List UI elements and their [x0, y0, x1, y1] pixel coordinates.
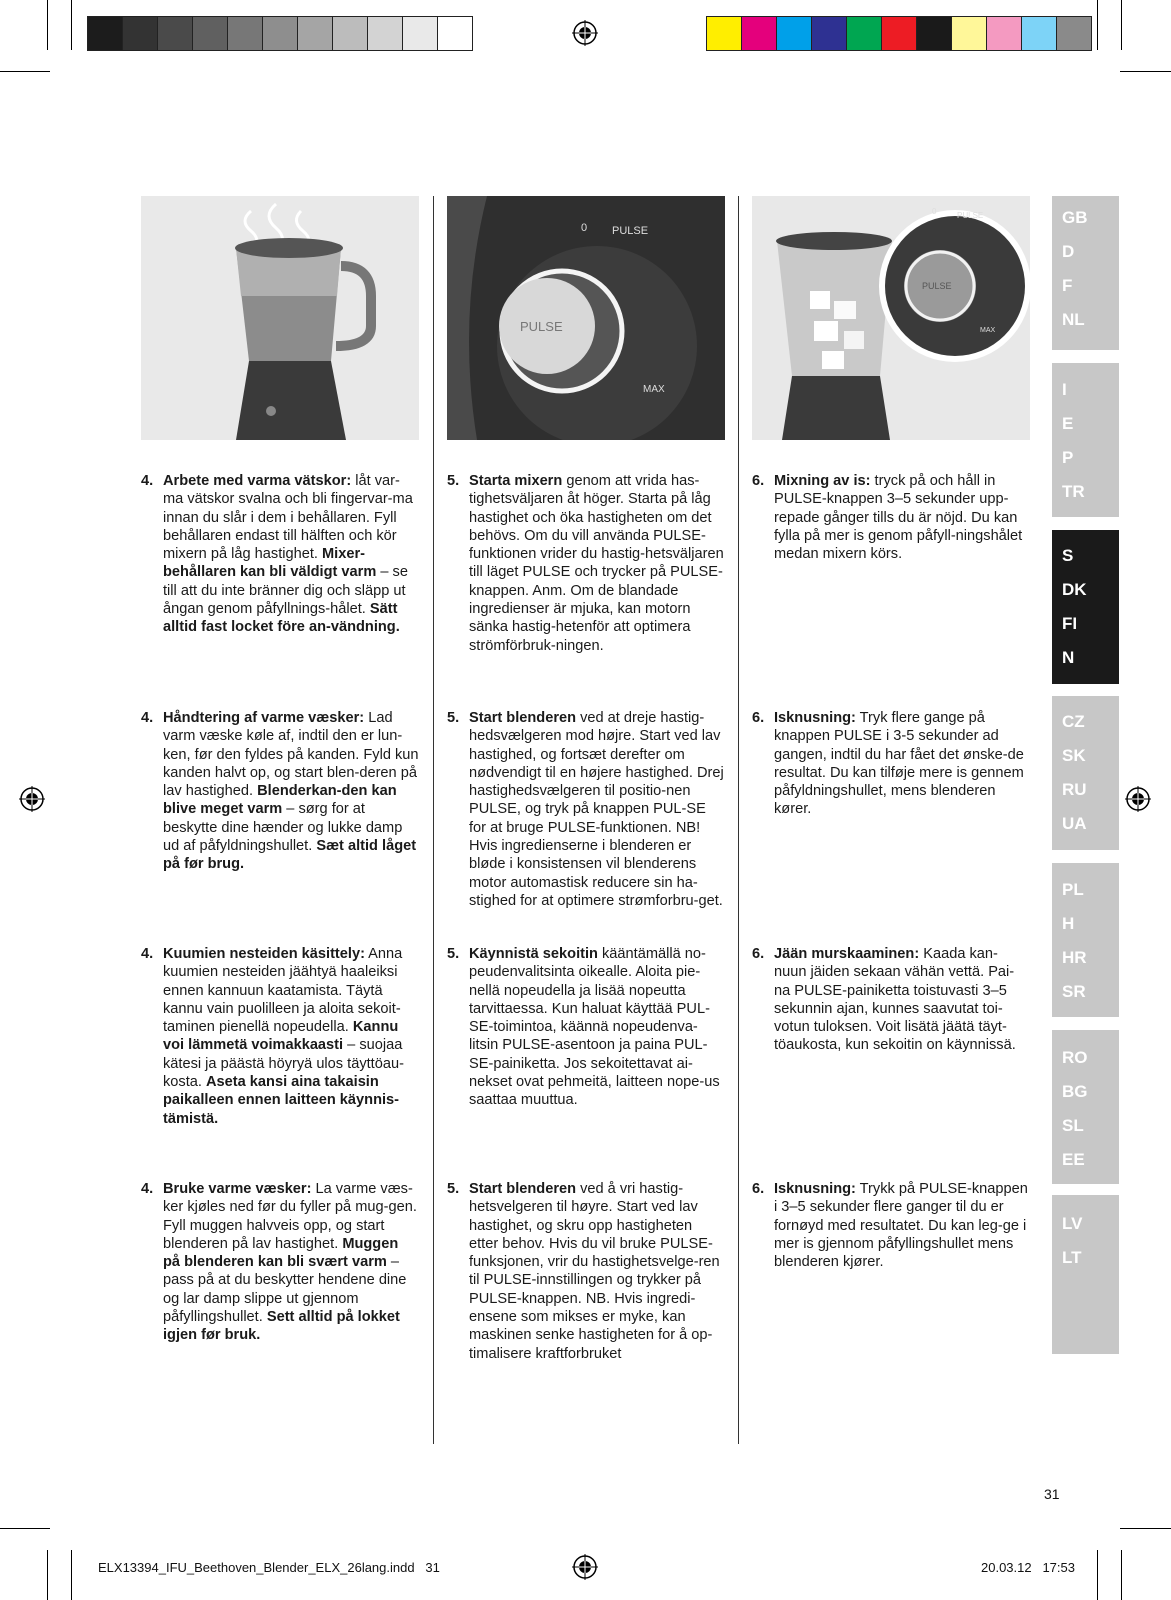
knob-pulse-label: PULSE — [612, 225, 649, 237]
knob-max-label: MAX — [980, 327, 996, 334]
step-warning: Sätt alltid fast locket före an-vändning. — [163, 601, 400, 636]
step-text: genom att vrida has-tighetsväljaren åt höger. Starta på låg hastighet och öka hastigheten om det behövs. Om du vill använda PULSE-funktionen vrider du hastig-hetsväljaren till läget PULSE och trycker på PULSE-knappen. Anm. Om de blandade ingredienser är mjuka, kan motorn sänka hastig-hetenför att optimera strömförbruk-ningen. — [469, 473, 724, 654]
step-text: – se till att du inte bränner dig och släpp ut ångan genom påfyllnings-hålet. — [163, 564, 408, 618]
color-swatch — [952, 17, 987, 50]
color-swatch — [88, 17, 123, 50]
step-number: 4. — [141, 710, 154, 726]
step-number: 6. — [752, 946, 765, 962]
color-swatch — [1022, 17, 1057, 50]
language-code: CZ — [1062, 712, 1085, 731]
crop-mark — [47, 0, 48, 50]
language-code: D — [1062, 242, 1075, 261]
step-heading: Start blenderen — [469, 710, 577, 726]
color-swatch — [403, 17, 438, 50]
color-swatch — [298, 17, 333, 50]
color-swatch — [987, 17, 1022, 50]
step-text: – pass på at du beskytter hendene dine og lar damp slippe ut gjennom påfyllingshullet. — [163, 1254, 407, 1326]
language-code: E — [1062, 414, 1074, 433]
color-swatch — [777, 17, 812, 50]
pulse-button-label: PULSE — [922, 281, 952, 291]
footer-filename: ELX13394_IFU_Beethoven_Blender_ELX_26lang.indd 31 — [98, 1560, 440, 1575]
crop-mark — [1120, 1528, 1171, 1529]
step-warning: Sæt altid låget på før brug. — [163, 838, 417, 873]
step-text: Trykk på PULSE-knappen i 3–5 sekunder flere ganger til du er fornøyd med resultatet. Du kan leg-ge i mer is gjennom påfyllingshullet mens blenderen kjører. — [774, 1181, 1028, 1271]
color-swatch — [333, 17, 368, 50]
language-code: FI — [1062, 614, 1078, 633]
crop-mark — [0, 1528, 50, 1529]
gray-calibration-bar — [87, 16, 473, 51]
step-number: 5. — [447, 1181, 460, 1197]
crop-mark — [71, 1550, 72, 1600]
step-warning: Sett alltid på lokket igjen før bruk. — [163, 1309, 400, 1344]
step-text: Lad varm væske køle af, indtil den er lun-ken, før den fyldes på kanden. Fyld kun kanden halvt op, og start blen-deren på lav hastighed. — [163, 710, 419, 800]
blender-hot-liquid-photo — [141, 196, 419, 440]
crop-mark — [1121, 0, 1122, 50]
language-tab-group-7[interactable] — [1052, 1195, 1119, 1354]
step-heading: Jään murskaaminen: — [774, 946, 920, 962]
step-text: kääntämällä no-peudenvalitsinta oikealle. Aloita pie-nellä nopeudella ja lisää nopeutta tarvittaessa. Kun haluat käyttää PUL-SE-toimintoa, käännä nopeudenva-litsin PULSE-asentoon ja paina PUL-SE-painiketta. Jos sekoitettavat ai-nekset ovat pehmeitä, laitteen nope-us saattaa muuttua. — [469, 946, 720, 1109]
step-heading: Isknusning: — [774, 710, 856, 726]
da-step-6 — [752, 709, 1030, 819]
step-warning: Muggen på blenderen kan bli svært varm — [163, 1235, 399, 1271]
knob-zero-label: 0 — [932, 207, 937, 216]
step-heading: Bruke varme væsker: — [163, 1181, 312, 1197]
column-divider — [738, 196, 739, 1444]
language-code: PL — [1062, 880, 1084, 899]
step-text: Anna kuumien nesteiden jäähtyä haaleiksi ennen kannuun kaatamista. Täytä kannu vain puolilleen ja aloita sekoit-taminen pienellä nopeudella. — [163, 946, 403, 1036]
fi-step-4 — [141, 945, 419, 1128]
da-step-5 — [447, 709, 725, 910]
language-code: RO — [1062, 1048, 1088, 1067]
color-swatch — [882, 17, 917, 50]
crop-mark — [1120, 71, 1171, 72]
color-swatch — [438, 17, 472, 50]
sv-step-4 — [141, 472, 419, 637]
knob-pulse-label: PULSE — [957, 211, 984, 220]
language-tab-group-2[interactable] — [1052, 363, 1119, 517]
language-code: NL — [1062, 310, 1085, 329]
page-number: 31 — [1044, 1486, 1060, 1502]
color-swatch — [1057, 17, 1091, 50]
crop-mark — [1121, 1550, 1122, 1600]
step-text: – suojaa kätesi ja päästä höyryä ulos täyttöau-kosta. — [163, 1037, 404, 1091]
registration-mark-icon — [572, 1554, 598, 1580]
language-code: HR — [1062, 948, 1087, 967]
registration-mark-icon — [19, 786, 45, 812]
language-code: SK — [1062, 746, 1086, 765]
color-swatch — [368, 17, 403, 50]
crop-mark — [1097, 0, 1098, 50]
color-swatch — [123, 17, 158, 50]
color-swatch — [917, 17, 952, 50]
speed-knob-photo — [447, 196, 725, 440]
step-number: 4. — [141, 473, 154, 489]
crop-mark — [1097, 1550, 1098, 1600]
no-step-6 — [752, 1180, 1030, 1271]
step-text: La varme væs-ker kjøles ned før du fyller på mug-gen. Fyll muggen halvveis opp, og start blenderen på lav hastighet. — [163, 1181, 417, 1252]
da-step-4 — [141, 709, 419, 874]
step-heading: Starta mixern — [469, 473, 563, 489]
registration-mark-icon — [1125, 786, 1151, 812]
language-code: TR — [1062, 482, 1085, 501]
language-code: I — [1062, 380, 1067, 399]
color-swatch — [812, 17, 847, 50]
language-tab-group-1[interactable] — [1052, 196, 1119, 350]
no-step-5 — [447, 1180, 725, 1363]
step-heading: Start blenderen — [469, 1181, 577, 1197]
fi-step-6 — [752, 945, 1030, 1055]
step-text: ved å vri hastig-hetsvelgeren til høyre. Start ved lav hastighet, og skru opp hastigheten etter behov. Hvis du vil bruke PULSE-funksjonen, vrir du hastighetsvelge-ren til PULSE-innstillingen og trykker på PULSE-knappen. NB. Hvis ingredi-ensene som mikses er myke, kan maskinen senke hastigheten for å op-timalisere kraftforbruket — [469, 1181, 720, 1362]
step-heading: Isknusning: — [774, 1181, 856, 1197]
language-code: LV — [1062, 1214, 1083, 1233]
step-number: 5. — [447, 473, 460, 489]
step-text: tryck på och håll in PULSE-knappen 3–5 sekunder upp-repade gånger tills du är nöjd. Du kan fylla på mer is genom påfyll-ningshålet medan mixern körs. — [774, 473, 1023, 563]
crop-mark — [0, 71, 50, 72]
language-code: F — [1062, 276, 1073, 295]
step-number: 4. — [141, 946, 154, 962]
step-warning: Kannu voi lämmetä voimakkaasti — [163, 1019, 399, 1054]
crop-mark — [71, 0, 72, 50]
step-number: 4. — [141, 1181, 154, 1197]
language-code: GB — [1062, 208, 1088, 227]
color-swatch — [193, 17, 228, 50]
knob-max-label: MAX — [643, 384, 665, 395]
step-number: 6. — [752, 710, 765, 726]
language-tab-group-5[interactable] — [1052, 863, 1119, 1017]
step-text: Tryk flere gange på knappen PULSE i 3-5 sekunder ad gangen, indtil du har fået det ønske-de resultat. Du kan tilføje mere is gennem påfyldningshullet, mens blenderen kører. — [774, 710, 1024, 818]
registration-mark-icon — [572, 20, 598, 46]
step-text: – sørg for at beskytte dine hænder og lukke damp ud af påfyldningshullet. — [163, 801, 403, 855]
step-warning: Aseta kansi aina takaisin paikalleen ennen laitteen käynnis-tämistä. — [163, 1074, 400, 1127]
language-code: SL — [1062, 1116, 1084, 1135]
language-code: SR — [1062, 982, 1086, 1001]
step-text: Kaada kan-nuun jäiden sekaan vähän vettä. Pai-na PULSE-painiketta toistuvasti 3–5 sekunnin ajan, kunnes saavutat toi-votun tuloksen. Voit lisätä jäätä täyt-töaukosta, kun sekoitin on käynnissä. — [774, 946, 1016, 1054]
step-heading: Käynnistä sekoitin — [469, 946, 598, 962]
language-code: RU — [1062, 780, 1087, 799]
step-warning: Blenderkan-den kan blive meget varm — [163, 783, 397, 818]
language-code: H — [1062, 914, 1075, 933]
language-code: UA — [1062, 814, 1087, 833]
step-number: 6. — [752, 1181, 765, 1197]
footer-timestamp: 20.03.12 17:53 — [981, 1560, 1075, 1575]
color-swatch — [263, 17, 298, 50]
language-code: EE — [1062, 1150, 1085, 1169]
no-step-4 — [141, 1180, 419, 1345]
color-swatch — [228, 17, 263, 50]
step-text: ved at dreje hastig-hedsvælgeren mod højre. Start ved lav hastighed, og fortsæt derefter om nødvendigt til en højere hastighed. Drej hastighedsvælgeren til positio-nen PULSE, og tryk på knappen PUL-SE for at bruge PULSE-funktionen. NB! Hvis ingredienserne i blenderen er bløde i konsistensen vil blenderens motor automastisk reducere sin ha-stighed for at optimere strømforbru-get. — [469, 710, 724, 909]
language-code: DK — [1062, 580, 1087, 599]
language-code: LT — [1062, 1248, 1082, 1267]
color-swatch — [742, 17, 777, 50]
step-number: 6. — [752, 473, 765, 489]
step-text: låt var-ma vätskor svalna och bli fingervar-ma innan du slår i dem i behållaren. Fyll behållaren endast till hälften och kör mixern på låg hastighet. — [163, 473, 413, 563]
step-number: 5. — [447, 946, 460, 962]
language-code: P — [1062, 448, 1074, 467]
crop-mark — [47, 1550, 48, 1600]
step-heading: Kuumien nesteiden käsittely: — [163, 946, 365, 962]
language-code: S — [1062, 546, 1074, 565]
color-swatch — [847, 17, 882, 50]
language-code: BG — [1062, 1082, 1088, 1101]
step-heading: Håndtering af varme væsker: — [163, 710, 365, 726]
language-tab-group-4[interactable] — [1052, 696, 1119, 850]
sv-step-5 — [447, 472, 725, 655]
knob-zero-label: 0 — [581, 222, 588, 234]
fi-step-5 — [447, 945, 725, 1110]
step-number: 5. — [447, 710, 460, 726]
color-swatch — [707, 17, 742, 50]
ice-crushing-photo — [752, 196, 1030, 440]
language-tab-group-3-active[interactable] — [1052, 530, 1119, 684]
pulse-button-label: PULSE — [520, 319, 563, 334]
sv-step-6 — [752, 472, 1030, 563]
step-heading: Arbete med varma vätskor: — [163, 473, 352, 489]
language-code: N — [1062, 648, 1075, 667]
column-divider — [433, 196, 434, 1444]
language-tab-group-6[interactable] — [1052, 1030, 1119, 1184]
step-heading: Mixning av is: — [774, 473, 871, 489]
step-warning: Mixer-behållaren kan bli väldigt varm — [163, 546, 377, 581]
color-calibration-bar — [706, 16, 1092, 51]
color-swatch — [158, 17, 193, 50]
